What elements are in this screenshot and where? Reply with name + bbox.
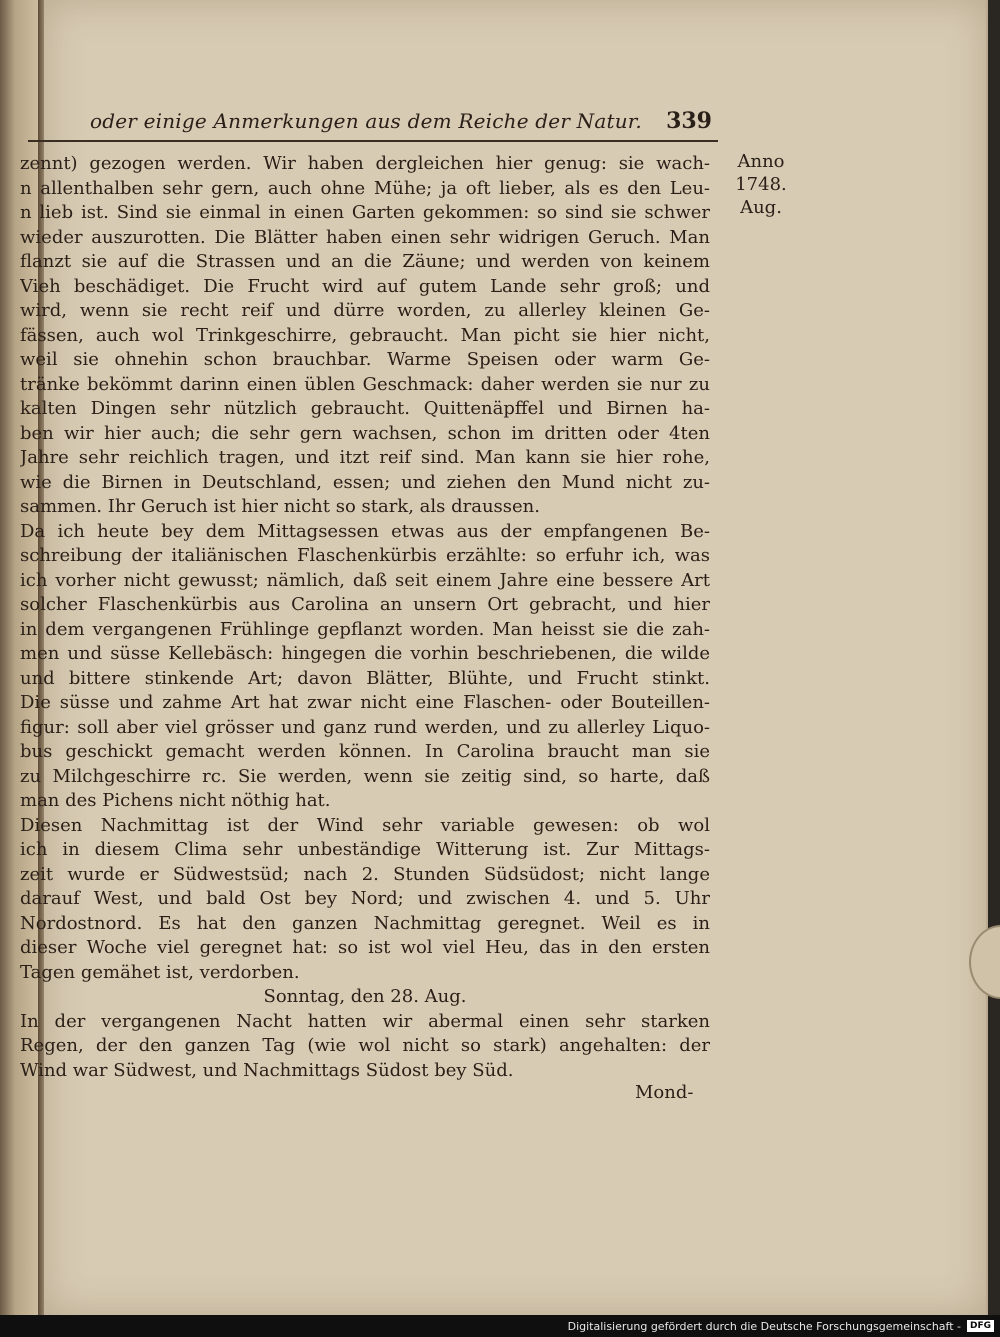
text-line: zeit wurde er Südwestsüd; nach 2. Stunden Südsüdost; nicht lange xyxy=(20,863,710,885)
text-line: in dem vergangenen Frühlinge gepflanzt worden. Man heisst sie die zah- xyxy=(20,618,710,640)
page-hole xyxy=(969,925,1000,999)
text-line: tränke bekömmt darinn einen üblen Geschmack: daher werden sie nur zu xyxy=(20,373,710,395)
text-line: kalten Dingen sehr nützlich gebraucht. Quittenäpffel und Birnen ha- xyxy=(20,398,710,419)
text-line: ben wir hier auch; die sehr gern wachsen, schon im dritten oder 4ten xyxy=(20,422,710,444)
text-line: In der vergangenen Nacht hatten wir abermal einen sehr starken xyxy=(20,1010,710,1032)
text-line: n lieb ist. Sind sie einmal in einen Garten gekommen: so sind sie schwer xyxy=(20,202,710,223)
text-line: wieder auszurotten. Die Blätter haben einen sehr widrigen Geruch. Man xyxy=(20,226,710,248)
text-line: figur: soll aber viel grösser und ganz rund werden, und zu allerley Liquo- xyxy=(20,716,710,738)
text-line: Die süsse und zahme Art hat zwar nicht eine Flaschen- oder Bouteillen- xyxy=(20,692,710,713)
text-line: n allenthalben sehr gern, auch ohne Mühe; ja oft lieber, als es den Leu- xyxy=(20,177,710,199)
text-line: zennt) gezogen werden. Wir haben dergleichen hier genug: sie wach- xyxy=(20,153,710,174)
running-header xyxy=(90,108,712,136)
text-line: weil sie ohnehin schon brauchbar. Warme Speisen oder warm Ge- xyxy=(20,349,710,370)
text-line: dieser Woche viel geregnet hat: so ist wol viel Heu, das in den ersten xyxy=(20,937,710,958)
text-line: solcher Flaschenkürbis aus Carolina an unsern Ort gebracht, und hier xyxy=(20,594,710,615)
text-line: Regen, der den ganzen Tag (wie wol nicht so stark) angehalten: der xyxy=(20,1035,710,1056)
text-line: fässen, auch wol Trinkgeschirre, gebraucht. Man picht sie hier nicht, xyxy=(20,324,710,346)
dfg-logo: DFG xyxy=(967,1320,994,1332)
text-line: darauf West, und bald Ost bey Nord; und zwischen 4. und 5. Uhr xyxy=(20,888,710,909)
body-text xyxy=(20,152,710,1083)
text-line: Jahre sehr reichlich tragen, und itzt reif sind. Man kann sie hier rohe, xyxy=(20,447,710,468)
text-line: men und süsse Kellebäsch: hingegen die vorhin beschriebenen, die wilde xyxy=(20,643,710,664)
text-line: wird, wenn sie recht reif und dürre worden, zu allerley kleinen Ge- xyxy=(20,300,710,321)
text-line: schreibung der italiänischen Flaschenkürbis erzählte: so erfuhr ich, was xyxy=(20,545,710,566)
margin-note-year-label: Anno xyxy=(737,151,785,172)
text-line: zu Milchgeschirre rc. Sie werden, wenn sie zeitig sind, so harte, daß xyxy=(20,765,710,787)
text-line: und bittere stinkende Art; davon Blätter, Blühte, und Frucht stinkt. xyxy=(20,667,710,689)
text-line: Diesen Nachmittag ist der Wind sehr variable gewesen: ob wol xyxy=(20,814,710,836)
catchword: Mond- xyxy=(635,1082,694,1103)
page-number: 339 xyxy=(666,108,712,134)
text-line: ich vorher nicht gewusst; nämlich, daß seit einem Jahre eine bessere Art xyxy=(20,569,710,591)
text-line: Nordostnord. Es hat den ganzen Nachmittag geregnet. Weil es in xyxy=(20,912,710,934)
text-line: sammen. Ihr Geruch ist hier nicht so stark, als draussen. xyxy=(20,496,540,517)
text-line: ich in diesem Clima sehr unbeständige Witterung ist. Zur Mittags- xyxy=(20,839,710,860)
margin-note xyxy=(730,150,792,219)
footer-credit: Digitalisierung gefördert durch die Deutsche Forschungsgemeinschaft - xyxy=(567,1319,961,1333)
header-rule xyxy=(28,140,718,142)
text-line: Tagen gemähet ist, verdorben. xyxy=(20,961,300,983)
text-line: Wind war Südwest, und Nachmittags Südost bey Süd. xyxy=(20,1059,514,1081)
text-line: man des Pichens nicht nöthig hat. xyxy=(20,790,331,811)
text-line: flanzt sie auf die Strassen und an die Zäune; und werden von keinem xyxy=(20,251,710,272)
margin-note-year: 1748. xyxy=(735,174,787,195)
text-line: wie die Birnen in Deutschland, essen; und ziehen den Mund nicht zu- xyxy=(20,471,710,493)
digitization-footer xyxy=(0,1315,1000,1337)
running-title: oder einige Anmerkungen aus dem Reiche der Natur. xyxy=(90,109,642,133)
date-heading: Sonntag, den 28. Aug. xyxy=(263,986,467,1007)
text-line: bus geschickt gemacht werden können. In Carolina braucht man sie xyxy=(20,741,710,762)
margin-note-month: Aug. xyxy=(740,197,782,218)
text-line: Da ich heute bey dem Mittagsessen etwas aus der empfangenen Be- xyxy=(20,520,710,542)
text-line: Vieh beschädiget. Die Frucht wird auf gutem Lande sehr groß; und xyxy=(20,275,710,297)
